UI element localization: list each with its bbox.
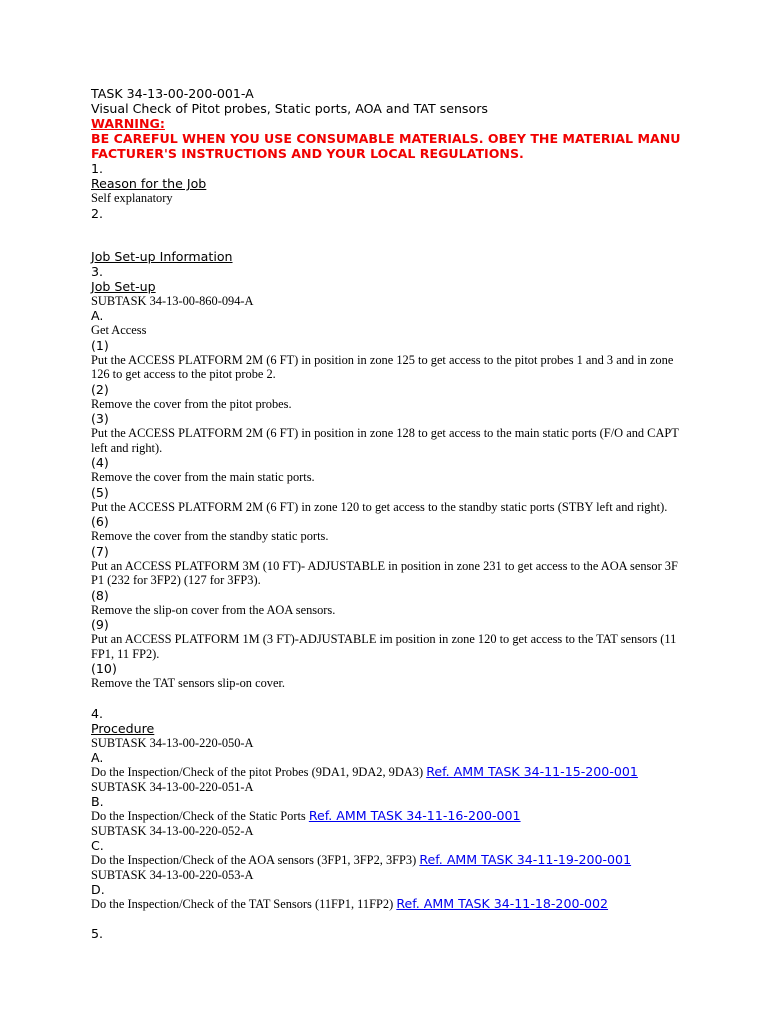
step-number: (10) [91, 661, 117, 676]
subtask-code: SUBTASK 34-13-00-220-052-A [91, 823, 254, 838]
section-1-number: 1. [91, 161, 104, 176]
step-text: Remove the cover from the main static ports. [91, 470, 315, 484]
subtask-code: SUBTASK 34-13-00-220-051-A [91, 779, 254, 794]
step-text: Put an ACCESS PLATFORM 3M (10 FT)- ADJUSTABLE in position in zone 231 to get access to the AOA sensor 3FP1 (232 for 3FP2) (127 for 3FP3). [91, 558, 678, 587]
sub-letter: A. [91, 308, 104, 323]
procedure-item [91, 809, 691, 824]
step-number: (2) [91, 381, 109, 397]
item-letter: D. [91, 882, 105, 897]
warning-text: BE CAREFUL WHEN YOU USE CONSUMABLE MATERIALS. OBEY THE MATERIAL MANUFACTURER'S INSTRUCTIONS AND YOUR LOCAL REGULATIONS. [91, 131, 681, 161]
step-text: Remove the cover from the standby static ports. [91, 529, 329, 543]
section-3-number: 3. [91, 263, 104, 279]
procedure-item [91, 897, 691, 912]
item-letter: A. [91, 750, 104, 765]
amm-reference-link[interactable]: Ref. AMM TASK 34-11-18-200-002 [396, 896, 609, 911]
procedure-text: Do the Inspection/Check of the TAT Sensors (11FP1, 11FP2) [91, 897, 397, 911]
task-id: TASK 34-13-00-200-001-A [91, 86, 254, 101]
subtask-code: SUBTASK 34-13-00-220-053-A [91, 867, 254, 882]
procedure-item [91, 853, 691, 868]
spacer [91, 691, 691, 706]
section-4-heading: Procedure [91, 720, 155, 736]
step-number: (7) [91, 543, 109, 559]
step-number: (3) [91, 411, 109, 426]
spacer [91, 235, 691, 249]
subtask-code: SUBTASK 34-13-00-220-050-A [91, 735, 254, 750]
subtask-code: SUBTASK 34-13-00-860-094-A [91, 293, 254, 308]
section-3-heading: Job Set-up [91, 278, 156, 294]
amm-reference-link[interactable]: Ref. AMM TASK 34-11-19-200-001 [419, 852, 632, 867]
procedure-text: Do the Inspection/Check of the Static Ports [91, 809, 309, 823]
section-2-heading: Job Set-up Information [91, 248, 233, 264]
section-1-heading: Reason for the Job [91, 176, 207, 191]
step-number: (5) [91, 484, 109, 500]
spacer [91, 221, 691, 235]
step-number: (6) [91, 514, 109, 529]
step-text: Put the ACCESS PLATFORM 2M (6 FT) in position in zone 125 to get access to the pitot probes 1 and 3 and in zone 126 to get access to the pitot probe 2. [91, 352, 674, 381]
step-text: Remove the TAT sensors slip-on cover. [91, 676, 286, 690]
procedure-item [91, 765, 691, 780]
step-number: (8) [91, 587, 109, 603]
step-text: Put an ACCESS PLATFORM 1M (3 FT)-ADJUSTABLE im position in zone 120 to get access to the TAT sensors (11FP1, 11 FP2). [91, 632, 677, 661]
amm-reference-link[interactable]: Ref. AMM TASK 34-11-15-200-001 [426, 764, 638, 779]
step-number: (4) [91, 455, 109, 470]
step-text: Put the ACCESS PLATFORM 2M (6 FT) in position in zone 128 to get access to the main static ports (F/O and CAPT left and right). [91, 426, 679, 455]
item-letter: B. [91, 794, 104, 809]
section-2-number: 2. [91, 205, 104, 221]
step-number: (1) [91, 337, 109, 353]
sub-title: Get Access [91, 323, 147, 337]
spacer [91, 912, 691, 926]
procedure-text: Do the Inspection/Check of the pitot Probes (9DA1, 9DA2, 9DA3) [91, 765, 427, 779]
step-text: Remove the slip-on cover from the AOA sensors. [91, 602, 336, 617]
item-letter: C. [91, 838, 104, 853]
document-body [91, 86, 691, 941]
section-4-number: 4. [91, 705, 104, 721]
section-5-number: 5. [91, 925, 104, 941]
step-text: Put the ACCESS PLATFORM 2M (6 FT) in zone 120 to get access to the standby static ports (STBY left and right). [91, 499, 668, 514]
warning-label: WARNING: [91, 116, 165, 131]
procedure-text: Do the Inspection/Check of the AOA sensors (3FP1, 3FP2, 3FP3) [91, 853, 420, 867]
amm-reference-link[interactable]: Ref. AMM TASK 34-11-16-200-001 [308, 808, 521, 823]
task-title: Visual Check of Pitot probes, Static ports, AOA and TAT sensors [91, 101, 488, 116]
step-number: (9) [91, 617, 109, 632]
step-text: Remove the cover from the pitot probes. [91, 396, 292, 411]
section-1-body: Self explanatory [91, 191, 173, 205]
